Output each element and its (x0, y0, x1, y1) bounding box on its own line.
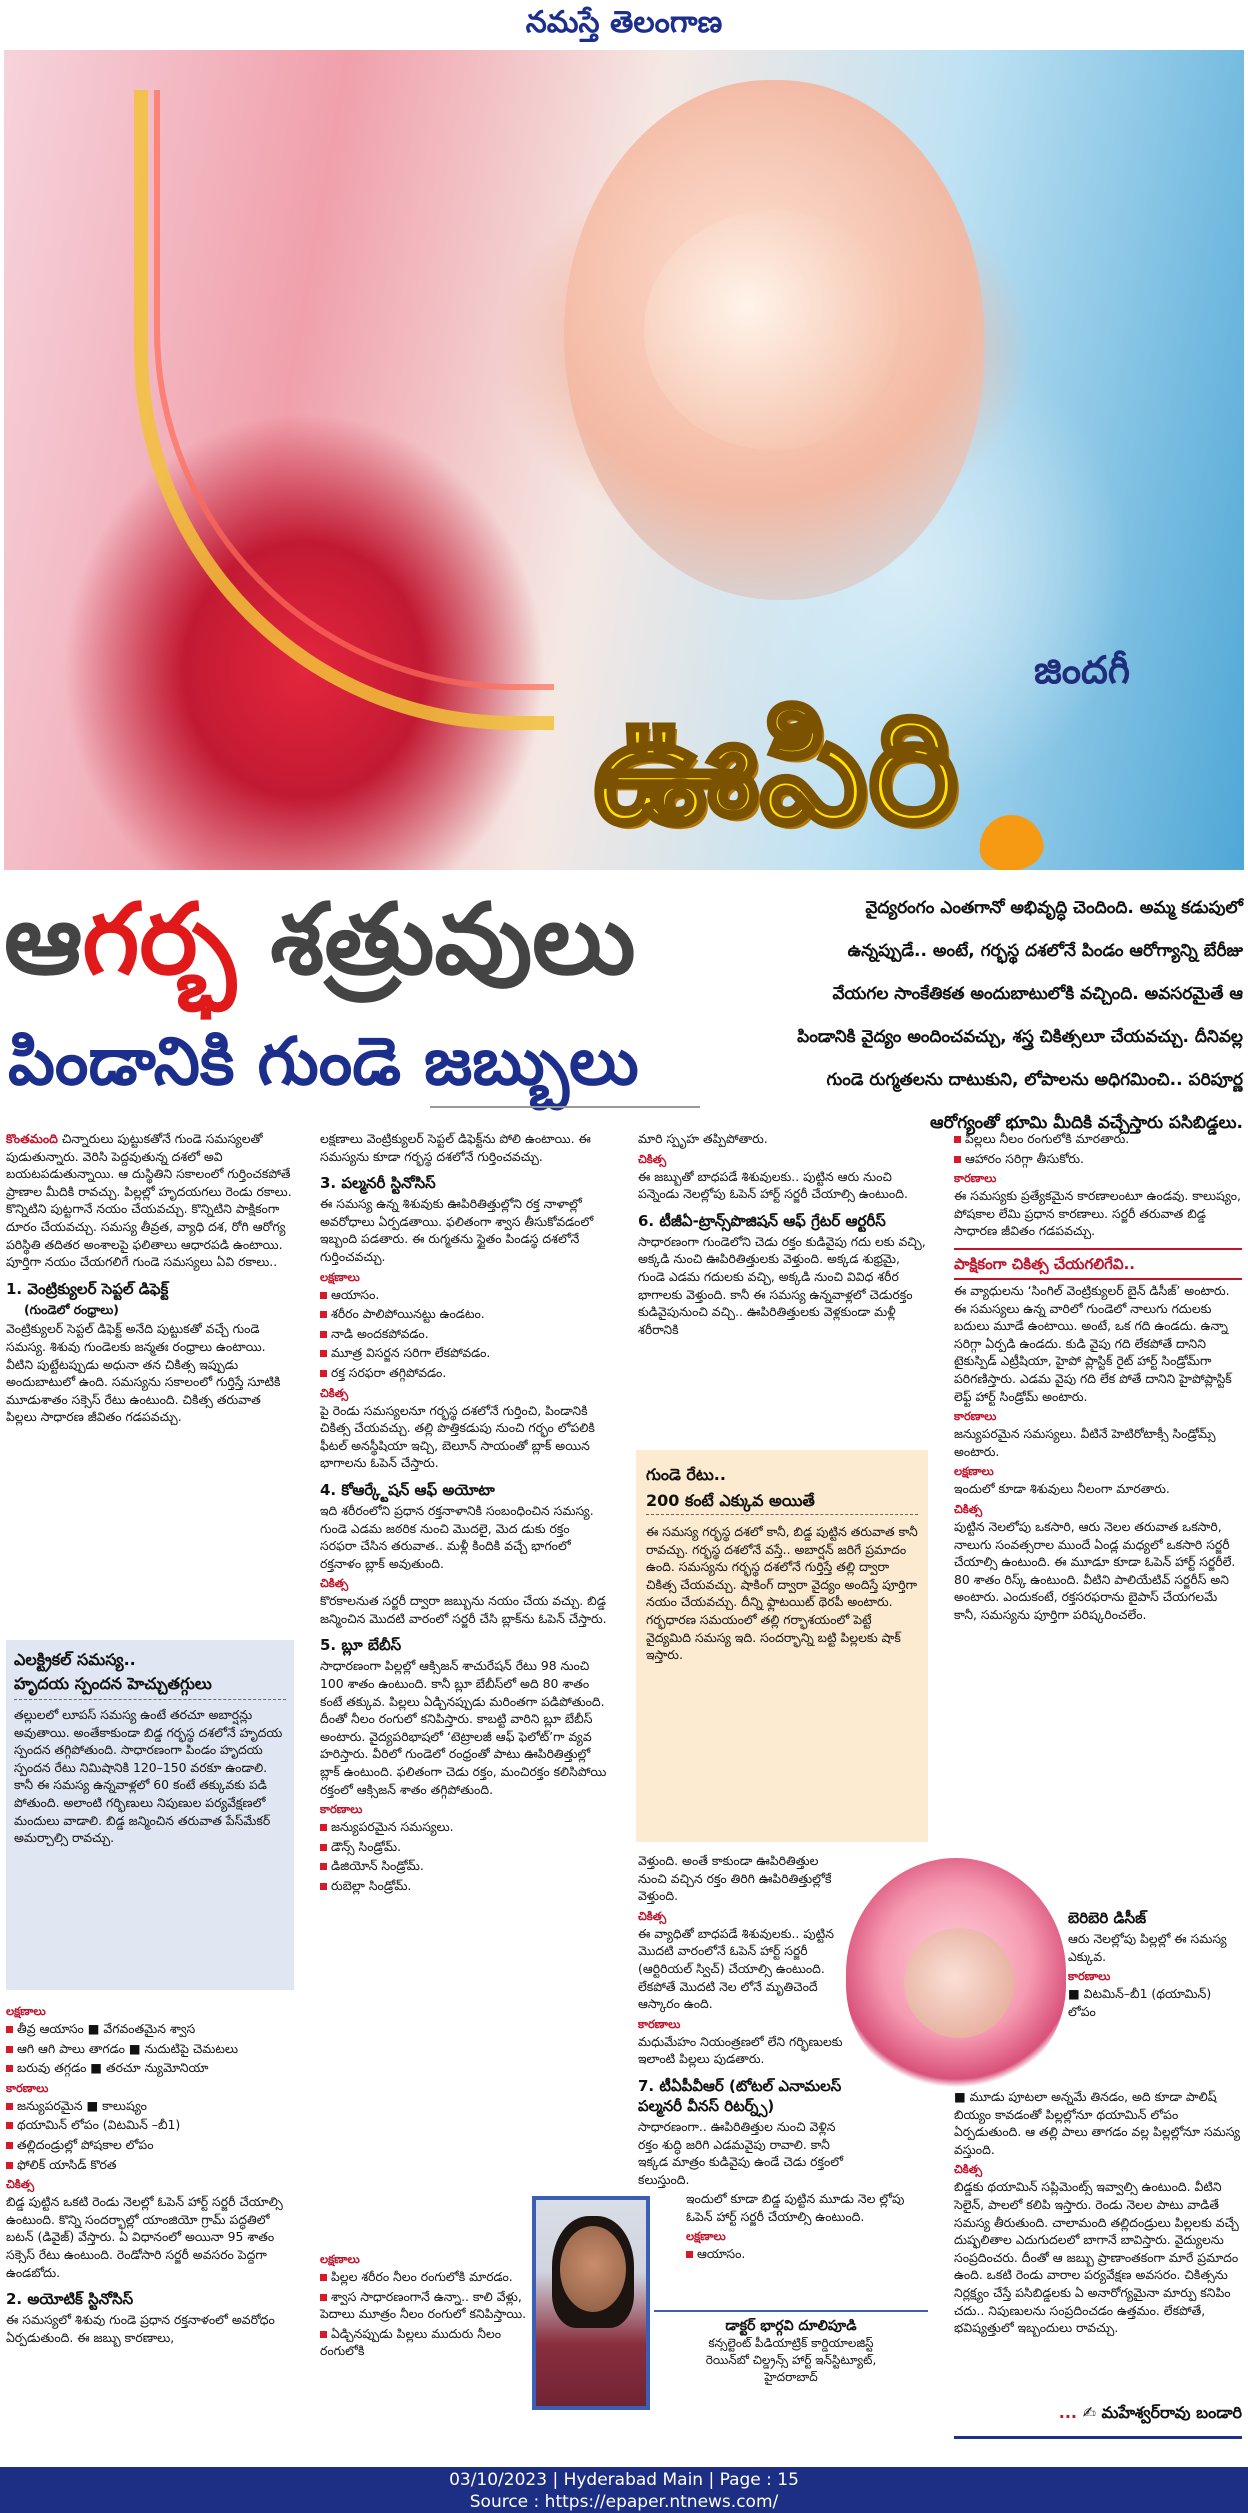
treatment-body: కొరకాలనుత సర్జరీ ద్వారా జబ్బును నయం చేయ వచ్చు. బిడ్డ జన్మించిన మొదటి వారంలో సర్జరీ చేసి బ్లాక్‌ను ఓపెన్ చేస్తారు. (320, 1593, 607, 1626)
section-subheading: (గుండెలో రంధ్రాలు) (24, 1301, 119, 1317)
list-item: డిజియోన్ సిండ్రోమ్. (320, 1857, 610, 1875)
list-item: జన్యుపరమైన సమస్యలు. (320, 1818, 610, 1836)
paragraph: ■ మూడు పూటలా అన్నమే తినడం, అది కూడా పాలిష్ బియ్యం కావడంతో పిల్లల్లోనూ థయామిన్ లోపం ఏర్పడుతుంది. ఆ తల్లి పాలు తాగడం వల్ల పిల్లల్లోనూ సమస్య వస్తుంది. (954, 2089, 1240, 2157)
list-item: శ్వాస సాధారణంగానే ఉన్నా.. కాలి వేళ్లు, పెదాలు మూత్రం నీలం రంగులో కనిపిస్తాయి. (320, 2288, 527, 2322)
headline-prefix: ఆ (4, 883, 83, 997)
doctor-name: డాక్టర్ భార్గవి దూలిపూడి (725, 2318, 857, 2334)
list-item: ఆయాసం. (320, 1286, 610, 1304)
sidebar-box-electrical (6, 1640, 294, 1990)
label-symptoms: లక్షణాలు (320, 2252, 360, 2266)
article-column-4-beriberi (1068, 1900, 1242, 2022)
doctor-photo (532, 2196, 650, 2410)
paragraph: ఇందులో కూడా బిడ్డ పుట్టిన మూడు నెల ల్లోపు ఓపెన్ హార్ట్ సర్జరీ చేయాల్సి ఉంటుంది. (686, 2191, 905, 2224)
article-column-4-lower (954, 2088, 1242, 2339)
section-heading: బెరిబెరి డిసీజ్ (1068, 1909, 1147, 1927)
section-heading: 7. టీఏపీవీఆర్ (టోటల్ ఎనామలస్ పల్మనరీ వీనస్ రిటర్న్స్) (638, 2076, 842, 2115)
section-body: ఇది శరీరంలోని ప్రధాన రక్తనాళానికి సంబంధించిన సమస్య. గుండె ఎడమ జఠరిక నుంచి మొదలై, మెద డుకు రక్తం సరఫరా చేసిన తరువాత.. మళ్లీ కిందికి వచ్చే భాగంలో రక్తనాళం బ్లాక్ అవుతుంది. (320, 1502, 594, 1571)
list-item: రుబెల్లా సిండ్రోమ్. (320, 1877, 610, 1895)
list-item: రక్త సరఫరా తగ్గిపోవడం. (320, 1364, 610, 1382)
causes-body: జన్యుపరమైన సమస్యలు. వీటినే హెటిరోటాక్సీ సిండ్రోమ్స్ అంటారు. (954, 1426, 1216, 1459)
label-treatment: చికిత్స (638, 1908, 667, 1923)
lead-line: వైద్యరంగం ఎంతగానో అభివృద్ధి చెందింది. అమ్మ కడుపులో (865, 898, 1243, 918)
headline-main (4, 880, 636, 1000)
label-symptoms: లక్షణాలు (320, 1269, 360, 1284)
section-heading: పాక్షికంగా చికిత్స చేయగలిగేవి.. (954, 1248, 1242, 1280)
list-item: తల్లిదండ్రుల్లో పోషకాల లోపం (6, 2136, 294, 2154)
list-item: ఆగి ఆగి పాలు తాగడం ■ నుదుటిపై చెమటలు (6, 2040, 294, 2058)
label-treatment: చికిత్స (320, 1576, 349, 1591)
box-body: తల్లులలో లూపస్ సమస్య ఉంటే తరచూ అబార్షన్లు అవుతాయి. అంతేకాకుండా బిడ్డ గర్భస్థ దశలోనే హృదయ స్పందన తగ్గిపోతుంది. సాధారణంగా పిండం హృదయ స్పందన రేటు నిమిషానికి 120–150 వరకూ ఉండాలి. కానీ ఈ సమస్య ఉన్నవాళ్లలో 60 కంటే తక్కువకు పడి పోతుంది. అలాంటి గర్భిణులు నిపుణుల పర్యవేక్షణలో మందులు వాడాలి. బిడ్డ జన్మించిన తరువాత పేస్‌మేకర్ అమర్చాల్సి రావచ్చు. (14, 1707, 283, 1846)
section-body: ఆరు నెలల్లోపు పిల్లల్లో ఈ సమస్య ఎక్కువ. (1068, 1931, 1227, 1964)
label-treatment: చికిత్స (954, 1501, 983, 1516)
article-column-1 (6, 1130, 294, 1428)
doctor-title: కన్సల్టెంట్ పీడియాట్రిక్ కార్డియాలజిస్ట్ (708, 2336, 874, 2350)
section-heading: 5. బ్లూ బేబీస్ (320, 1636, 402, 1655)
footer-source-link[interactable]: Source : https://epaper.ntnews.com/ (469, 2492, 779, 2512)
section-body: ఈ వ్యాధులను ‘సింగిల్ వెంట్రిక్యులర్ బైన్ డిసీజ్’ అంటారు. ఈ సమస్యలు ఉన్న వారిలో గుండెలో నాలుగు గదులకు బదులు మూడే ఉంటాయి. అంటే, ఒక గది ఉండదు. ఉన్నా సరిగ్గా ఏర్పడి ఉండదు. కుడి వైపు గది లేకపోతే దానిని టైకుస్పిడ్ ఎట్రీషియా, హైపో ప్లాస్టిక్ రైట్ హార్ట్ సిండ్రోమ్‌గా పరిగణిస్తారు. ఎడమ వైపు గది లేక పోతే దానిని హైపోప్లాస్టిక్ లెఫ్ట్ హార్ట్ సిండ్రోమ్ అంటారు. (954, 1282, 1232, 1404)
list-item: నాడి అందకపోవడం. (320, 1325, 610, 1343)
causes-body: మధుమేహం నియంత్రణలో లేని గర్భిణులకు ఇలాంటి పిల్లలు పుడతారు. (638, 2033, 843, 2067)
intro-paragraph (6, 1130, 294, 1271)
list-item: డౌన్స్ సిండ్రోమ్. (320, 1838, 610, 1856)
label-treatment: చికిత్స (320, 1385, 349, 1400)
list-item: పిల్లలు నీలం రంగులోకి మారతారు. (954, 1130, 1242, 1148)
hero-image (4, 50, 1244, 870)
section-body: ఈ సమస్య ఉన్న శిశువుకు ఊపిరితిత్తుల్లోని రక్త నాళాల్లో అవరోధాలు ఏర్పడతాయి. ఫలితంగా శ్వాస తీసుకోవడంలో ఇబ్బంది పడతారు. ఈ రుగ్మతను స్టైతం పిండస్థ దశలోనే గుర్తించవచ్చు. (320, 1196, 594, 1264)
fetus-head-graphic (644, 210, 904, 450)
label-symptoms: లక్షణాలు (6, 2004, 46, 2018)
headline-red-word: గర్భ (82, 883, 237, 997)
sidebar-box-heart-rate (636, 1450, 928, 1842)
list-item: ఆహారం సరిగ్గా తీసుకోరు. (954, 1150, 1242, 1168)
footer-date-edition: 03/10/2023 | Hyderabad Main | Page : 15 (449, 2470, 799, 2490)
photo-face (560, 2226, 626, 2312)
lead-paragraph (745, 887, 1243, 1145)
treatment-body: బిడ్డకు థయామిన్ సప్లిమెంట్స్ ఇవ్వాల్సి ఉంటుంది. వీటిని సెలైన్, పాలలో కలిపి ఇస్తారు. రెండు నెలల పాటు వాడితే సమస్య తీరుతుంది. చాలామంది తల్లిదండ్రులు పిల్లలకు వచ్చే దుష్ఫలితాల ఎదుగుదలలో బాగానే బావిస్తారు. వైద్యులను సంప్రదించరు. దీంతో ఆ జబ్బు ప్రాణాంతకంగా మారే ప్రమాదం ఉంది. ఒకటి రెండు వారాల పర్యవేక్షణ అవసరం. చికిత్సను నిర్లక్ష్యం చేస్తే పసిబిడ్డలకు ఏ అనారోగ్యమైనా మార్పు కనిపిం చదు.. నిపుణులను సంప్రదించడం ఉత్తమం. లేకపోతే, భవిష్యత్తులో ఇబ్బందులు రావచ్చు. (954, 2179, 1239, 2336)
article-column-4 (954, 1130, 1242, 1625)
treatment-body: ఈ వ్యాధితో బాధపడే శిశువులకు.. పుట్టిన మొదటి వారంలోనే ఓపెన్ హార్ట్ సర్జరీ (ఆర్టిరియల్ స్విచ్) చేయాల్సి ఉంటుంది. లేకపోతే మొదటి నెల లోనే మృతిచెందే ఆస్కారం ఉంది. (638, 1925, 834, 2012)
paragraph: మారి స్పృహ తప్పిపోతారు. (638, 1131, 768, 1146)
section-body: వెంట్రిక్యులర్ సెప్టల్ డిఫెక్ట్ అనేది పుట్టుకతో వచ్చే గుండె సమస్య. శిశువు గుండెలకు జన్మతః రంధ్రాలు ఉంటాయి. వీటిని పుట్టేటప్పుడు అధునా తన చికిత్స ఇప్పుడు అందుబాటులో ఉంది. సమస్యను సకాలంలో గుర్తిస్తే సూటికి మూడుశాతం సక్సెస్ రేటు ఉంటుంది. చికిత్స తరువాత పిల్లలు సాధారణ జీవితం గడపవచ్చు. (6, 1321, 281, 1425)
author-byline: ... ✍ మహేశ్వర్‌రావు బండారి (1058, 2403, 1242, 2422)
label-treatment: చికిత్స (638, 1151, 667, 1166)
symptoms-body: ఇందులో కూడా శిశువులు నీలంగా మారతారు. (954, 1481, 1170, 1497)
page-footer (0, 2467, 1248, 2513)
box-title: గుండె రేటు.. 200 కంటే ఎక్కువ అయితే (646, 1462, 918, 1515)
list-item: థయామిన్ లోపం (విటమిన్ –బీ1) (6, 2116, 294, 2134)
paragraph: వెళ్తుంది. అంతే కాకుండా ఊపిరితిత్తుల నుంచి వచ్చిన రక్తం తిరిగి ఊపిరితిత్తుల్లోకే వెళ్తుంది. (638, 1853, 832, 1904)
treatment-body: బిడ్డ పుట్టిన ఒకటి రెండు నెలల్లో ఓపెన్ హార్ట్ సర్జరీ చేయాల్సి ఉంటుంది. కొన్ని సందర్భాల్లో యాంజియో గ్రామ్ పద్ధతిలో బటన్ (డివైజ్) వేస్తారు. ఏ విధానంలో అయినా 95 శాతం సక్సెస్ రేటు ఉంటుంది. రెండోసారి సర్జరీ అవసరం పెద్దగా ఉండబోదు. (6, 2194, 283, 2280)
list-item: మూత్ర విసర్జన సరిగా లేకపోవడం. (320, 1344, 610, 1362)
doctor-credit (654, 2310, 928, 2406)
article-column-3-lower (638, 1852, 846, 2190)
section-logo: ఊపిరి (594, 683, 960, 857)
article-column-3 (638, 1130, 928, 1340)
headline-sub: పిండానికి గుండె జబ్బులు (8, 1023, 639, 1100)
label-treatment: చికిత్స (6, 2177, 35, 2192)
list-item: ఏడ్చినప్పుడు పిల్లలు ముదురు నీలం రంగులోకి (320, 2325, 502, 2359)
section-body: సాధారణంగా పిల్లల్లో ఆక్సిజన్ శాచురేషన్ రేటు 98 నుంచి 100 శాతం ఉంటుంది. కానీ బ్లూ బేబీస్‌లో అది 80 శాతం కంటే తక్కువ. పిల్లలు ఏడ్చినప్పుడు మరింతగా పడిపోతుంది. దీంతో నీలం రంగులో కనిపిస్తారు. కాబట్టి వారిని బ్లూ బేబీస్ అంటారు. వైద్యపరిభాషలో ‘టెట్రాలజీ ఆఫ్ ఫెలోట్’గా వ్యవ హరిస్తారు. వీరిలో గుండెలో రంధ్రంతో పాటు ఊపిరితిత్తుల్లో బ్లాక్ ఉంటుంది. ఫలితంగా చెడు రక్తం, మంచిరక్తం కలిసిపోయి రక్తంలో ఆక్సిజన్ శాతం తగ్గిపోతుంది. (320, 1658, 607, 1797)
treatment-body: ఈ జబ్బుతో బాధపడే శిశువులకు.. పుట్టిన ఆరు నుంచి పన్నెండు నెలల్లోపు ఓపెన్ హార్ట్ సర్జరీ చేయాల్సి ఉంటుంది. (638, 1168, 908, 1202)
label-causes: కారణాలు (954, 1409, 997, 1424)
box-body: ఈ సమస్య గర్భస్థ దశలో కానీ, బిడ్డ పుట్టిన తరువాత కానీ రావచ్చు. గర్భస్థ దశలోనే వస్తే.. అబార్షన్ జరిగే ప్రమాదం ఉంది. సమస్యను గర్భస్థ దశలోనే గుర్తిస్తే తల్లి ద్వారా చికిత్స చేయవచ్చు. షాకింగ్ ద్వారా వైద్యం అందిస్తే పూర్తిగా నయం చేయవచ్చు. దీన్ని ఫ్లాటయిట్ థెరపీ అంటారు. గర్భధారణ సమయంలో తల్లి గర్భాశయంలో పెట్టే వైద్యమిది సమస్య ఇది. సందర్భాన్ని బట్టి పిల్లలకు షాక్ ఇస్తారు. (646, 1524, 918, 1663)
section-heading: 3. పల్మనరీ స్టినోసిస్ (320, 1174, 436, 1193)
masthead-title: నమస్తే తెలంగాణ (525, 5, 723, 40)
label-causes: కారణాలు (6, 2080, 49, 2095)
section-heading: 1. వెంట్రిక్యులర్ సెప్టల్ డిఫెక్ట్ (6, 1279, 169, 1298)
list-item: ఫోలిక్ యాసిడ్ కొరత (6, 2156, 294, 2174)
label-causes: కారణాలు (954, 1171, 997, 1186)
section-body: ఈ సమస్యలో శిశువు గుండె ప్రధాన రక్తనాళంలో అవరోధం ఏర్పడుతుంది. ఈ జబ్బు కారణాలు, (6, 2312, 275, 2345)
headline-suffix: శత్రువులు (236, 883, 636, 997)
lead-line: పిండానికి వైద్యం అందించవచ్చు, శస్త్ర చికిత్సలూ చేయవచ్చు. దీనివల్ల (797, 1027, 1243, 1047)
lead-line: వేయగల సాంకేతికత అందుబాటులోకి వచ్చింది. అవసరమైతే ఆ (832, 984, 1243, 1004)
paragraph: లక్షణాలు వెంట్రిక్యులర్ సెప్టల్ డిఫెక్ట్‌ను పోలి ఉంటాయి. ఈ సమస్యను కూడా గర్భస్థ దశలోనే గుర్తించవచ్చు. (320, 1131, 591, 1164)
list-item: జన్యుపరమైన ■ కాలుష్యం (6, 2097, 294, 2115)
lead-line: ఉన్నప్పుడే.. అంటే, గర్భస్థ దశలోనే పిండం ఆరోగ్యాన్ని బేరీజు (847, 941, 1243, 961)
list-item: బరువు తగ్గడం ■ తరచూ న్యుమోనియా (6, 2059, 294, 2077)
byline-dots: ... (1058, 2403, 1077, 2422)
label-symptoms: లక్షణాలు (686, 2229, 726, 2244)
article-column-3-tail (686, 2190, 926, 2265)
list-item: ఆయాసం. (686, 2245, 926, 2263)
intro-text: చిన్నారులు పుట్టుకతోనే గుండె సమస్యలతో పుడుతున్నారు. వెరిసి పెద్దవుతున్న దశలో అవి బయటపడుతున్నాయి. ఆ దుస్థితిని సకాలంలో గుర్తించకపోతే ప్రాణాల మీదికి రావచ్చు. పిల్లల్లో హృదయగలు రెండు రకాలు. కొన్నిటిని పుట్టగానే నయం చేయవచ్చు. కొన్నిటిని పాక్షికంగా దూరం చేయవచ్చు. సమస్య తీవ్రత, వ్యాధి దశ, రోగి ఆరోగ్య పరిస్థితి తదితర అంశాలపై ఫలితాలు ఆధారపడి ఉంటాయి. పూర్తిగా నయం చేయగలిగే గుండె సమస్యలు ఏవి రకాలు.. (6, 1131, 292, 1270)
heart-stethoscope-icon (975, 811, 1046, 870)
label-causes: కారణాలు (1068, 1969, 1111, 1984)
list-item: తీవ్ర ఆయాసం ■ వేగవంతమైన శ్వాస (6, 2020, 294, 2038)
article-column-2 (320, 1130, 610, 1897)
label-symptoms: లక్షణాలు (954, 1464, 994, 1479)
section-body: సాధారణంగా.. ఊపిరితిత్తుల నుంచి వెళ్లిన రక్తం శుద్ధి జరిగి ఎడమవైపు రావాలి. కానీ ఇక్కడ మాత్రం కుడివైపు ఉండే చెడు రక్తంలో కలుస్తుంది. (638, 2118, 844, 2187)
list-item: పిల్లల శరీరం నీలం రంగులోకి మారడం. (320, 2268, 528, 2286)
article-column-2-lower (320, 2248, 528, 2362)
box-title: ఎలక్ట్రికల్ సమస్య.. హృదయ స్పందన హెచ్చుతగ్గులు (14, 1648, 286, 1700)
label-causes: కారణాలు (320, 1802, 363, 1817)
section-word: జిందగీ (1034, 648, 1131, 692)
byline-rule (954, 2436, 1242, 2439)
article-column-1-lower (6, 2000, 294, 2348)
treatment-body: పై రెండు సమస్యలనూ గర్భస్థ దశలోనే గుర్తించి, పిండానికి చికిత్స చేయవచ్చు. తల్లి పొత్తికడుపు నుంచి గర్భం లోపలికి ఫీటల్ అనస్థీషియా ఇచ్చి, బెలూన్ సాయంతో బ్లాక్ అయిన భాగాలను ఓపెన్ చేస్తారు. (320, 1402, 595, 1471)
lead-line: ఆరోగ్యంతో భూమి మీదికి వచ్చేస్తారు పసిబిడ్డలు. (930, 1113, 1243, 1133)
causes-body: ఈ సమస్యకు ప్రత్యేకమైన కారణాలంటూ ఉండవు. కాలుష్యం, పోషకాల లేమి ప్రధాన కారణాలు. సర్జరీ తరువాత బిడ్డ సాధారణ జీవితం గడపవచ్చు. (954, 1188, 1241, 1239)
label-treatment: చికిత్స (954, 2162, 983, 2177)
divider (430, 1106, 700, 1108)
doctor-city: హైదరాబాద్ (764, 2370, 818, 2384)
intro-dropword: కొంతమంది (6, 1131, 58, 1146)
baby-illustration (904, 1928, 1014, 2038)
section-body: సాధారణంగా గుండెలోని చెడు రక్తం కుడివైపు గదు లకు వచ్చి, అక్కడి నుంచి ఊపిరితిత్తులకు వెళ్తుంది. అక్కడ శుభ్రమై, గుండె ఎడమ గదులకు వచ్చి, అక్కడి నుంచి వివిధ శరీర భాగాలకు వెళ్తుంది. కానీ ఈ సమస్య ఉన్నవాళ్లలో చెడురక్తం కుడివైపునుంచి వచ్చి.. ఊపిరితిత్తులకు వెళ్లకుండా మళ్లీ శరీరానికి (638, 1233, 926, 1337)
umbilical-cord-graphic-inner (154, 90, 554, 690)
lead-line: గుండె రుగ్మతలను దాటుకుని, లోపాలను అధిగమించి.. పరిపూర్ణ (826, 1070, 1243, 1090)
causes-body: ■ విటమిన్–బీ1 (థయామిన్) లోపం (1068, 1986, 1212, 2019)
list-item: శరీరం పాలిపోయినట్టు ఉండటం. (320, 1305, 610, 1323)
section-heading: 6. టీజీఏ-ట్రాన్స్‌పొజిషన్ ఆఫ్ గ్రేటర్ ఆర్టరీస్ (638, 1211, 886, 1230)
section-heading: 2. అయోటిక్ స్టినోసిస్ (6, 2290, 134, 2309)
treatment-body: పుట్టిన నెలలోపు ఒకసారి, ఆరు నెలల తరువాత ఒకసారి, నాలుగు సంవత్సరాల ముందే ఏండ్ల మధ్యలో ఒకసారి సర్జరీ చేయాల్సి ఉంటుంది. ఈ మూడూ కూడా ఓపెన్ హార్ట్ సర్జరీలే. 80 శాతం రిస్క్ ఉంటుంది. వీటిని పాలియేటివ్ సర్జరీస్ అని అంటారు. ఎందుకంటే, రక్తసరఫరాను బైపాస్ చేయగలమే కానీ, సమస్యను పూర్తిగా పరిష్కరించలేం. (954, 1518, 1236, 1622)
label-causes: కారణాలు (638, 2016, 681, 2031)
author-name: మహేశ్వర్‌రావు బండారి (1101, 2403, 1242, 2422)
heart-womb-illustration (846, 1858, 1066, 2088)
section-heading: 4. కోఆర్క్టేషన్ ఆఫ్ అయోటా (320, 1480, 495, 1499)
doctor-hospital: రెయిన్‌బో చిల్డ్రన్స్ హార్ట్ ఇన్‌స్టిట్యూట్, (705, 2353, 877, 2367)
